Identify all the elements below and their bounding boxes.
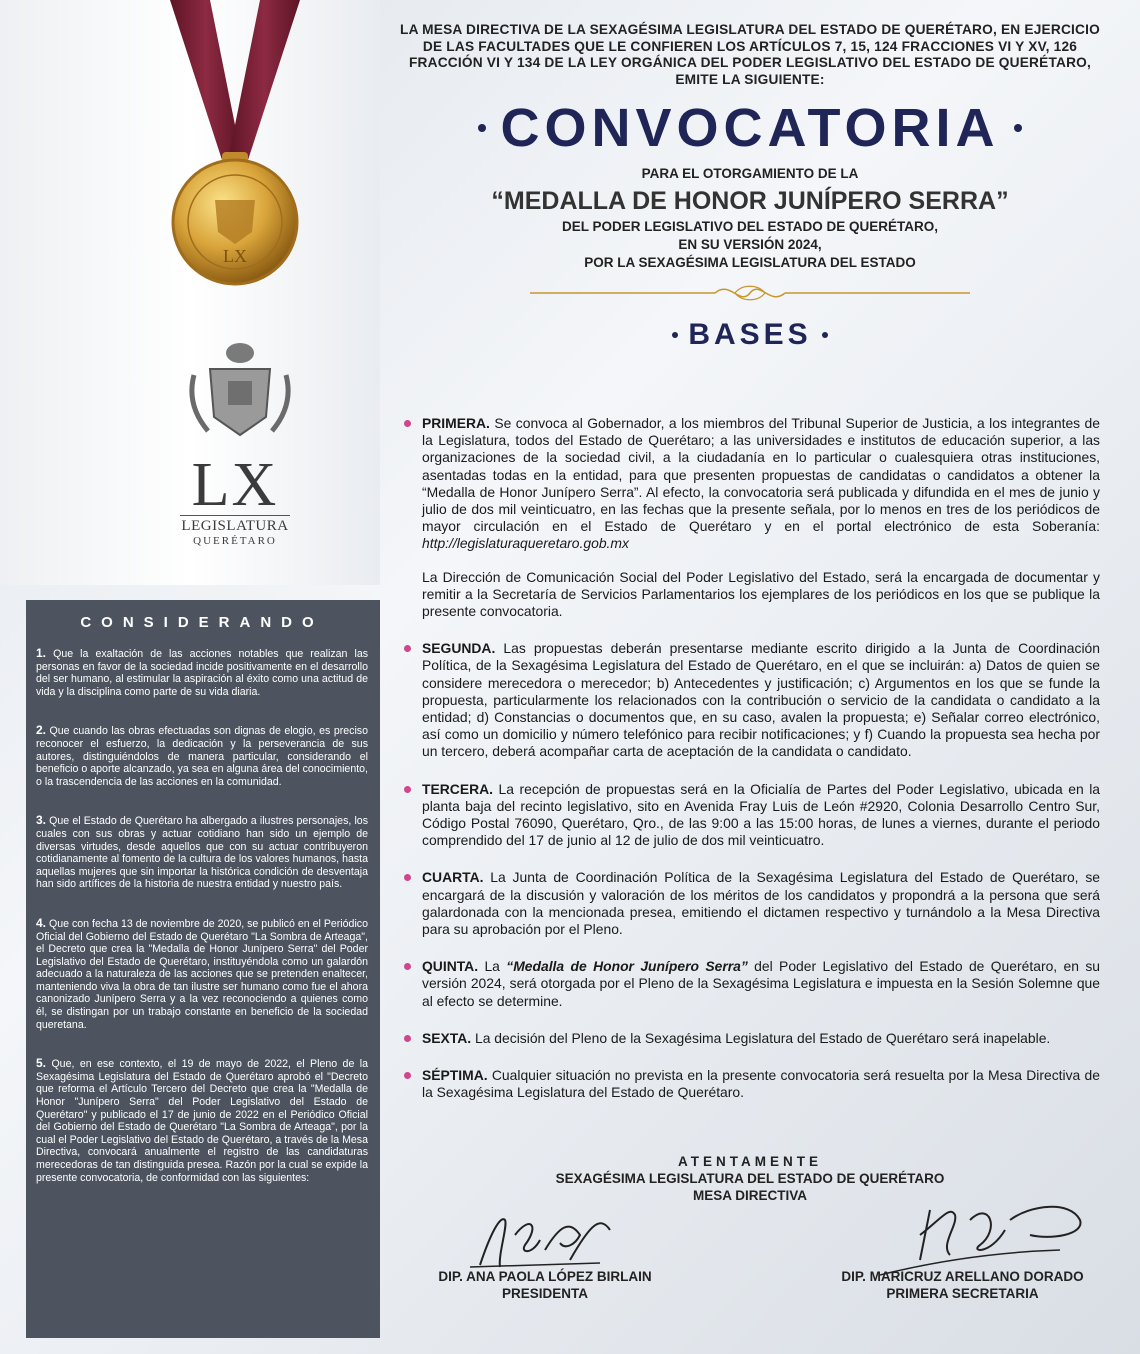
- subtitle-line: PARA EL OTORGAMIENTO DE LA: [641, 166, 859, 182]
- signature-right: [815, 1268, 1110, 1302]
- closing-mesa: MESA DIRECTIVA: [692, 1188, 807, 1203]
- base-tercera: TERCERA. La recepción de propuestas será en la Oficialía de Partes del Poder Legislativo, ubicada en la planta baja del recinto legislativo, sito en Avenida Fray Luis de León #2920, Colonia Desarrollo Centro Sur, Código Postal 76090, Querétaro, Qro., de las 9:00 a las 15:00 horas, de lunes a viernes, durante el periodo comprendido del 17 de junio al 12 de julio de dos mil veinticuatro.: [400, 781, 1100, 850]
- left-panel: [0, 0, 380, 1354]
- base-quinta: QUINTA. La “Medalla de Honor Junípero Serra” del Poder Legislativo del Estado de Querétaro, en su versión 2024, será otorgada por el Pleno de la Sexagésima Legislatura e impuesta en la Sesión Solemne que al efecto se determine.: [400, 958, 1100, 1010]
- page-title: CONVOCATORIA: [500, 98, 1000, 159]
- title-dot: [478, 124, 486, 132]
- base-septima: SÉPTIMA. Cualquier situación no prevista en la presente convocatoria será resuelta por la Mesa Directiva de la Sexagésima Legislatura del Estado de Querétaro.: [400, 1067, 1100, 1101]
- signer-role: PRIMERA SECRETARIA: [886, 1286, 1039, 1301]
- base-sexta: SEXTA. La decisión del Pleno de la Sexagésima Legislatura del Estado de Querétaro será inapelable.: [400, 1030, 1100, 1047]
- flourish-divider-icon: [530, 280, 970, 306]
- medal-name-heading: “MEDALLA DE HONOR JUNÍPERO SERRA”: [491, 187, 1009, 216]
- subtitle-details: DEL PODER LEGISLATIVO DEL ESTADO DE QUERÉTARO, EN SU VERSIÓN 2024, POR LA SEXAGÉSIMA LEGISLATURA DEL ESTADO: [561, 219, 939, 271]
- bullet-icon: [404, 645, 411, 652]
- svg-text:LX: LX: [223, 246, 247, 266]
- lx-legislatura-text: LEGISLATURA: [180, 515, 290, 535]
- medal-image: [160, 0, 310, 290]
- lx-letters: LX: [191, 451, 279, 519]
- signer-name: DIP. MARICRUZ ARELLANO DORADO: [841, 1269, 1084, 1284]
- signer-role: PRESIDENTA: [501, 1286, 588, 1301]
- closing-legislatura: SEXAGÉSIMA LEGISLATURA DEL ESTADO DE QUERÉTARO: [555, 1171, 945, 1186]
- bullet-icon: [404, 786, 411, 793]
- signature-left: [420, 1268, 670, 1302]
- signature-right-image: [880, 1190, 1090, 1280]
- bases-heading-row: [395, 318, 1105, 352]
- lx-queretaro-text: QUERÉTARO: [193, 535, 277, 547]
- bases-dot: [822, 332, 828, 338]
- bullet-icon: [404, 420, 411, 427]
- considerando-item: 5. Que, en ese contexto, el 19 de mayo de 2022, el Pleno de la Sexagésima Legislatura del Estado de Querétaro aprobó el "Decreto que reforma el Artículo Tercero del Decreto que crea la "Medalla de Honor "Junípero Serra" del Poder Legislativo del Estado de Querétaro" y publicado el 17 de junio de 2022 en el Periódico Oficial del Gobierno del Estado de Querétaro "La Sombra de Arteaga", por la cual el Poder Legislativo del Estado de Querétaro, a través de la Mesa Directiva, convocará anualmente el registro de las candidaturas merecedoras de tan distinguida presea. Razón por la cual se expide la presente convocatoria, de conformidad con las siguientes:: [36, 1056, 368, 1184]
- base-primera: PRIMERA. Se convoca al Gobernador, a los miembros del Tribunal Superior de Justicia, a los integrantes de la Legislatura, todos del Estado de Querétaro; a las universidades e institutos de educación superior, a las organizaciones de la sociedad civil, a la ciudadanía en lo particular o cualesquiera otras instituciones, asentadas todas en la entidad, para que presenten propuestas de candidatas o candidatos a obtener la “Medalla de Honor Junípero Serra”. Al efecto, la convocatoria será publicada y difundida en el mes de junio y julio de dos mil veinticuatro, en las fechas que la presente señala, por lo menos en tres de los periódicos de mayor circulación en el Estado de Querétaro y en el portal electrónico de esta Soberanía: http://legislaturaqueretaro.gob.mx: [400, 415, 1100, 553]
- bullet-icon: [404, 874, 411, 881]
- subtitle-block: [395, 166, 1105, 272]
- base-cuarta: CUARTA. La Junta de Coordinación Política de la Sexagésima Legislatura del Estado de Querétaro, se encargará de la discusión y valoración de los méritos de los candidatos y propondrá a la persona que será galardonada con la mencionada presea, emitiendo el dictamen respectivo y turnándolo a la Mesa Directiva para su aprobación por el Pleno.: [400, 869, 1100, 938]
- considerando-title: CONSIDERANDO: [80, 614, 324, 631]
- portal-link[interactable]: http://legislaturaqueretaro.gob.mx: [422, 535, 629, 552]
- base-primera-para2: La Dirección de Comunicación Social del Poder Legislativo del Estado, será la encargada de documentar y remitir a la Secretaría de Servicios Parlamentarios los ejemplares de los periódicos en los que se publique la presente convocatoria.: [422, 568, 1100, 620]
- title-row: [395, 98, 1105, 158]
- considerando-panel: [26, 600, 380, 1338]
- preamble-text: LA MESA DIRECTIVA DE LA SEXAGÉSIMA LEGISLATURA DEL ESTADO DE QUERÉTARO, EN EJERCICIO DE LAS FACULTADES QUE LE CONFIEREN LOS ARTÍCULOS 7, 15, 124 FRACCIONES VI Y XV, 126 FRACCIÓN VI Y 134 DE LA LEY ORGÁNICA DEL PODER LEGISLATIVO DEL ESTADO DE QUERÉTARO, EMITE LA SIGUIENTE:: [400, 22, 1100, 87]
- bases-list: [400, 415, 1100, 1122]
- signer-name: DIP. ANA PAOLA LÓPEZ BIRLAIN: [438, 1269, 652, 1284]
- considerando-item: 1. Que la exaltación de las acciones notables que realizan las personas en favor de la sociedad incide positivamente en el desarrollo del ser humano, al estimular la aspiración al éxito como una actitud de vida y la disciplina como parte de su vida diaria.: [36, 646, 369, 698]
- bases-dot: [672, 332, 678, 338]
- signature-left-image: [470, 1205, 620, 1275]
- legislatura-logo: [180, 451, 290, 547]
- considerando-item: 2. Que cuando las obras efectuadas son dignas de elogio, es preciso reconocer el esfuerzo, la dedicación y la perseverancia de sus autores, distinguiéndolos de manera particular, considerando el beneficio o aporte alcanzado, ya sea en alguna área del conocimiento, o la trascendencia de las acciones en la comunidad.: [36, 723, 368, 788]
- coat-of-arms-icon: [180, 335, 300, 455]
- bullet-icon: [404, 963, 411, 970]
- bases-heading: BASES: [688, 318, 812, 352]
- bullet-icon: [404, 1035, 411, 1042]
- header-section: [395, 22, 1105, 352]
- bullet-icon: [404, 1072, 411, 1079]
- considerando-item: 4. Que con fecha 13 de noviembre de 2020, se publicó en el Periódico Oficial del Gobierno del Estado de Querétaro "La Sombra de Arteaga", el Decreto que crea la "Medalla de Honor Junípero Serra" del Poder Legislativo del Estado de Querétaro, instituyéndola como un galardón adecuado a la naturaleza de las acciones que se pretenden enaltecer, manteniendo viva la obra de tan ilustre ser humano como fue el ahora canonizado Junípero Serra y a la vez reconociendo a quienes como él, se distingan por un trabajo constante en beneficio de la sociedad queretana.: [36, 915, 368, 1031]
- considerando-item: 3. Que el Estado de Querétaro ha albergado a ilustres personajes, los cuales con sus obras y actuar cotidiano han sido un ejemplo de diversas virtudes, desde aquellos que con su actuar contribuyeron cotidianamente al fomento de la cultura de los valores humanos, hasta aquellas mujeres que sin importar la histórica condición de desventaja han sido artífices de la historia de nuestra entidad y nuestro país.: [36, 813, 368, 891]
- title-dot: [1014, 124, 1022, 132]
- base-segunda: SEGUNDA. Las propuestas deberán presentarse mediante escrito dirigido a la Junta de Coordinación Política, de la Sexagésima Legislatura del Estado de Querétaro, en el que se incluirán: a) Datos de quien se considere merecedora o merecedor; b) Antecedentes y justificación; c) Argumentos en los que se funde la propuesta, particularmente los relacionados con la contribución o servicio de la candidata o candidato a la entidad; d) Constancias o documentos que, en su caso, avalen la propuesta; e) Señalar correo electrónico, así como un domicilio y número telefónico para recibir notificaciones; y f) Cuando la propuesta sea hecha por un tercero, deberá acompañar carta de aceptación de la candidata o candidato.: [400, 640, 1100, 760]
- atentamente-text: ATENTAMENTE: [678, 1154, 822, 1169]
